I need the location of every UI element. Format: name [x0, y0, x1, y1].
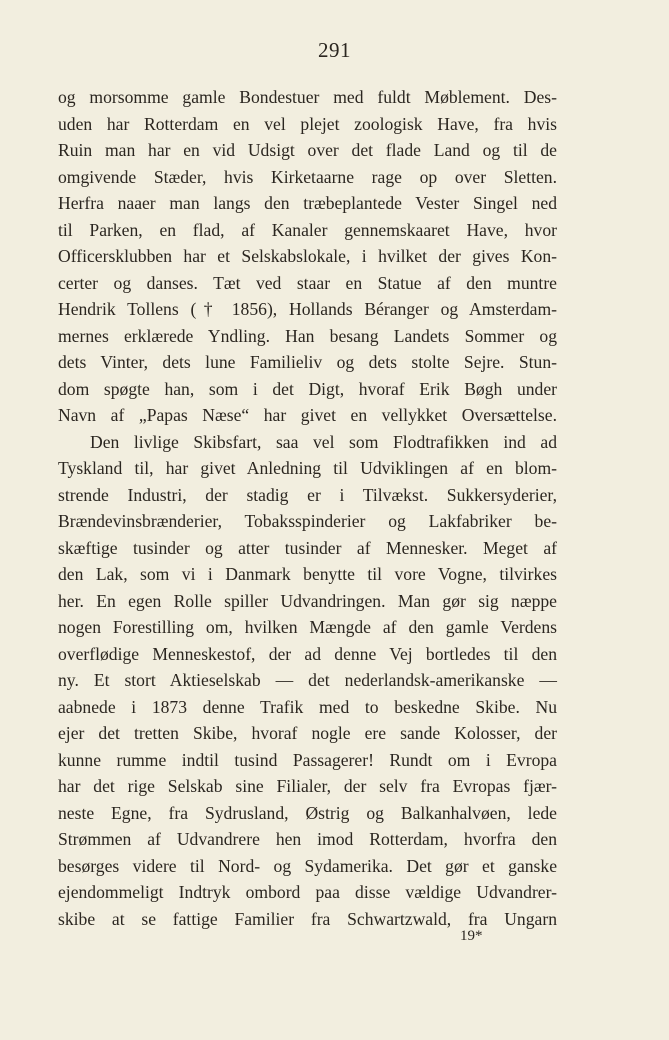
text-line: Tyskland til, har givet Anledning til Udviklingen af en blom- — [58, 458, 557, 478]
text-line: Ruin man har en vid Udsigt over det flade Land og til de — [58, 140, 557, 160]
text-line: ejer det tretten Skibe, hvoraf nogle ere sande Kolosser, der — [58, 723, 557, 743]
text-line: Navn af „Papas Næse“ har givet en vellykket Oversættelse. — [58, 405, 557, 425]
text-line: Herfra naaer man langs den træbeplantede Vester Singel ned — [58, 193, 557, 213]
text-line: mernes erklærede Yndling. Han besang Landets Sommer og — [58, 325, 557, 346]
text-line: dets Vinter, dets lune Familieliv og dets stolte Sejre. Stun- — [58, 352, 557, 372]
text-line: skibe at se fattige Familier fra Schwartzwald, fra Ungarn — [58, 908, 557, 929]
text-line: nogen Forestilling om, hvilken Mængde af den gamle Verdens — [58, 617, 557, 637]
text-line: certer og danses. Tæt ved staar en Statue af den muntre — [58, 272, 557, 293]
text-line: Officersklubben har et Selskabslokale, i hvilket der gives Kon- — [58, 246, 557, 266]
signature-mark: 19* — [460, 928, 483, 944]
text-line-paragraph-start: Den livlige Skibsfart, saa vel som Flodtrafikken ind ad — [90, 431, 557, 452]
text-line: omgivende Stæder, hvis Kirketaarne rage op over Sletten. — [58, 166, 557, 187]
text-line: Strømmen af Udvandrere hen imod Rotterdam, hvorfra den — [58, 829, 557, 849]
text-line: skæftige tusinder og atter tusinder af Mennesker. Meget af — [58, 537, 557, 558]
text-line: aabnede i 1873 denne Trafik med to beskedne Skibe. Nu — [58, 696, 557, 717]
text-line: uden har Rotterdam en vel plejet zoologisk Have, fra hvis — [58, 113, 557, 134]
body-text — [58, 84, 557, 932]
text-line: neste Egne, fra Sydrusland, Østrig og Balkanhalvøen, lede — [58, 802, 557, 823]
page-number: 291 — [318, 38, 351, 62]
text-line: strende Industri, der stadig er i Tilvækst. Sukkersyderier, — [58, 484, 557, 505]
text-line: her. En egen Rolle spiller Udvandringen. Man gør sig næppe — [58, 590, 557, 611]
text-line: Hendrik Tollens († 1856), Hollands Béranger og Amsterdam- — [58, 299, 557, 319]
text-line: besørges videre til Nord- og Sydamerika. Det gør et ganske — [58, 855, 557, 876]
text-line: og morsomme gamle Bondestuer med fuldt Møblement. Des- — [58, 87, 557, 107]
text-line: Brændevinsbrænderier, Tobaksspinderier og Lakfabriker be- — [58, 511, 557, 531]
text-line: ny. Et stort Aktieselskab — det nederlandsk-amerikanske — — [58, 670, 557, 690]
text-line: overflødige Menneskestof, der ad denne Vej bortledes til den — [58, 643, 557, 664]
text-line: til Parken, en flad, af Kanaler gennemskaaret Have, hvor — [58, 219, 557, 240]
text-line: den Lak, som vi i Danmark benytte til vore Vogne, tilvirkes — [58, 564, 557, 584]
text-line: har det rige Selskab sine Filialer, der selv fra Evropas fjær- — [58, 776, 557, 796]
text-line: dom spøgte han, som i det Digt, hvoraf Erik Bøgh under — [58, 378, 557, 399]
text-line: ejendommeligt Indtryk ombord paa disse vældige Udvandrer- — [58, 882, 557, 902]
text-line: kunne rumme indtil tusind Passagerer! Rundt om i Evropa — [58, 749, 557, 770]
